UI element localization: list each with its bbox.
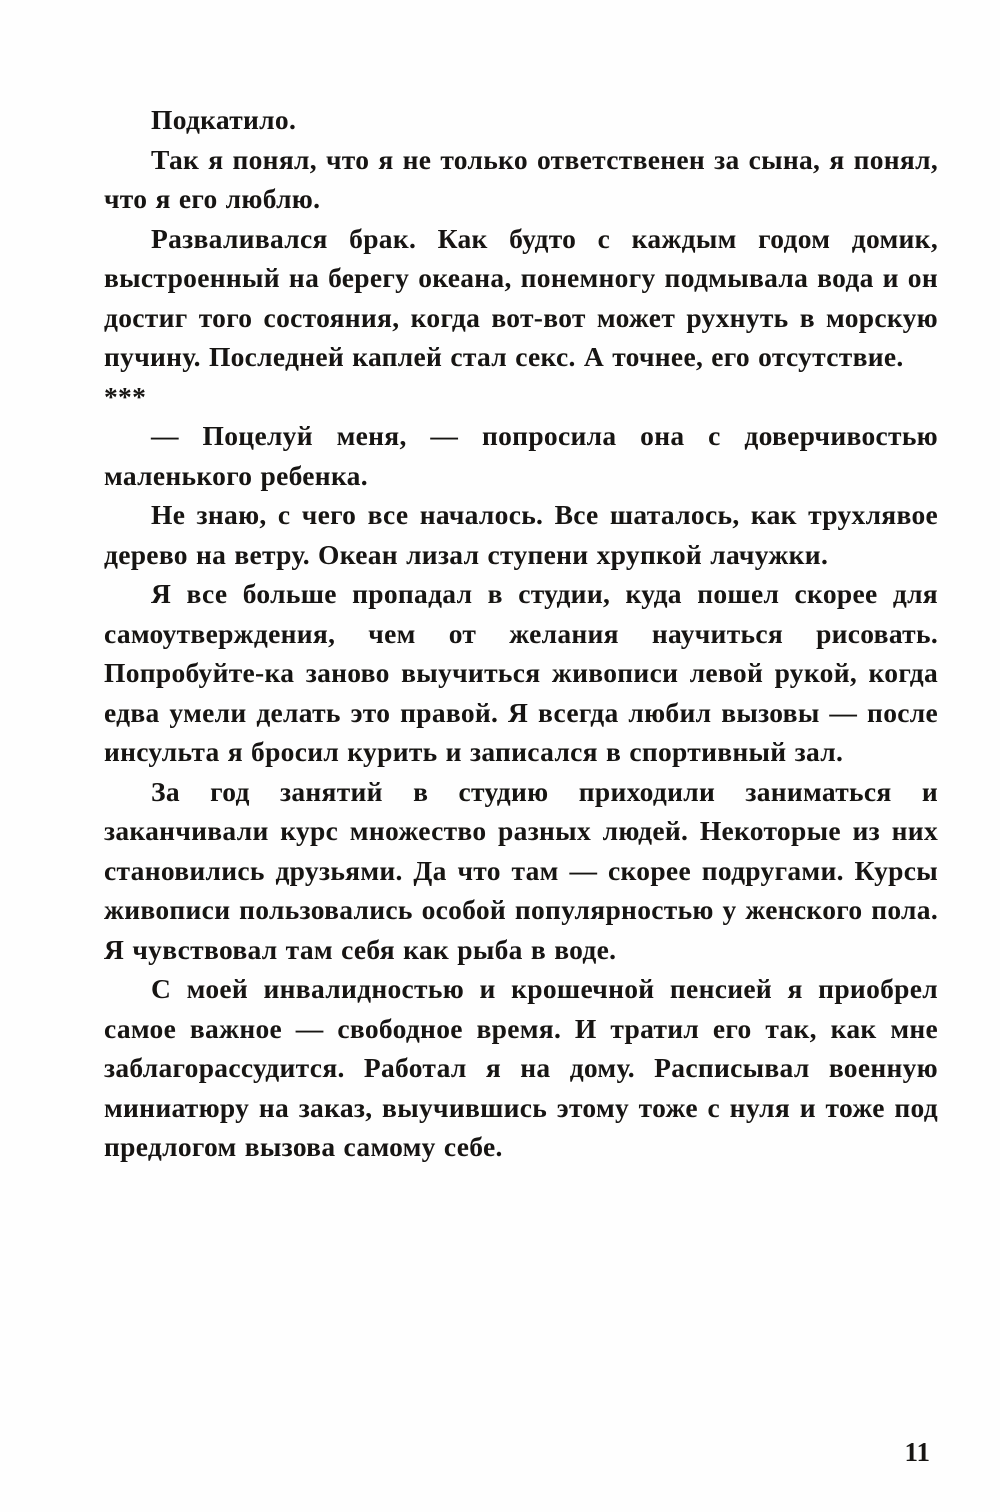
- paragraph-4: — Поцелуй меня, — попросила она с доверчивостью маленького ребенка.: [104, 420, 938, 491]
- paragraph-7: За год занятий в студию приходили заниматься и заканчивали курс множество разных людей. Некоторые из них становились друзьями. Да что там — скорее подругами. Курсы живописи пользовались особой популярностью у женского пола. Я чувствовал там себя как рыба в воде.: [104, 775, 938, 965]
- page-number: 11: [904, 1437, 930, 1467]
- section-separator: ***: [104, 380, 147, 412]
- paragraph-2: Так я понял, что я не только ответственен за сына, я понял, что я его люблю.: [104, 143, 938, 214]
- page-text-block: [104, 100, 938, 1167]
- paragraph-1: Подкатило.: [151, 104, 297, 135]
- paragraph-5: Не знаю, с чего все началось. Все шаталось, как трухлявое дерево на ветру. Океан лизал ступени хрупкой лачужки.: [104, 499, 938, 570]
- paragraph-3: Разваливался брак. Как будто с каждым годом домик, выстроенный на берегу океана, понемногу подмывала вода и он достиг того состояния, когда вот-вот может рухнуть в морскую пучину. Последней каплей стал секс. А точнее, его отсутствие.: [104, 222, 938, 372]
- paragraph-8: С моей инвалидностью и крошечной пенсией я приобрел самое важное — свободное время. И тратил его так, как мне заблагорассудится. Работал я на дому. Расписывал военную миниатюру на заказ, выучившись этому тоже с нуля и тоже под предлогом вызова самому себе.: [104, 973, 938, 1162]
- paragraph-6: Я все больше пропадал в студии, куда пошел скорее для самоутверждения, чем от желания научиться рисовать. Попробуйте-ка заново выучиться живописи левой рукой, когда едва умели делать это правой. Я всегда любил вызовы — после инсульта я бросил курить и записался в спортивный зал.: [104, 578, 938, 767]
